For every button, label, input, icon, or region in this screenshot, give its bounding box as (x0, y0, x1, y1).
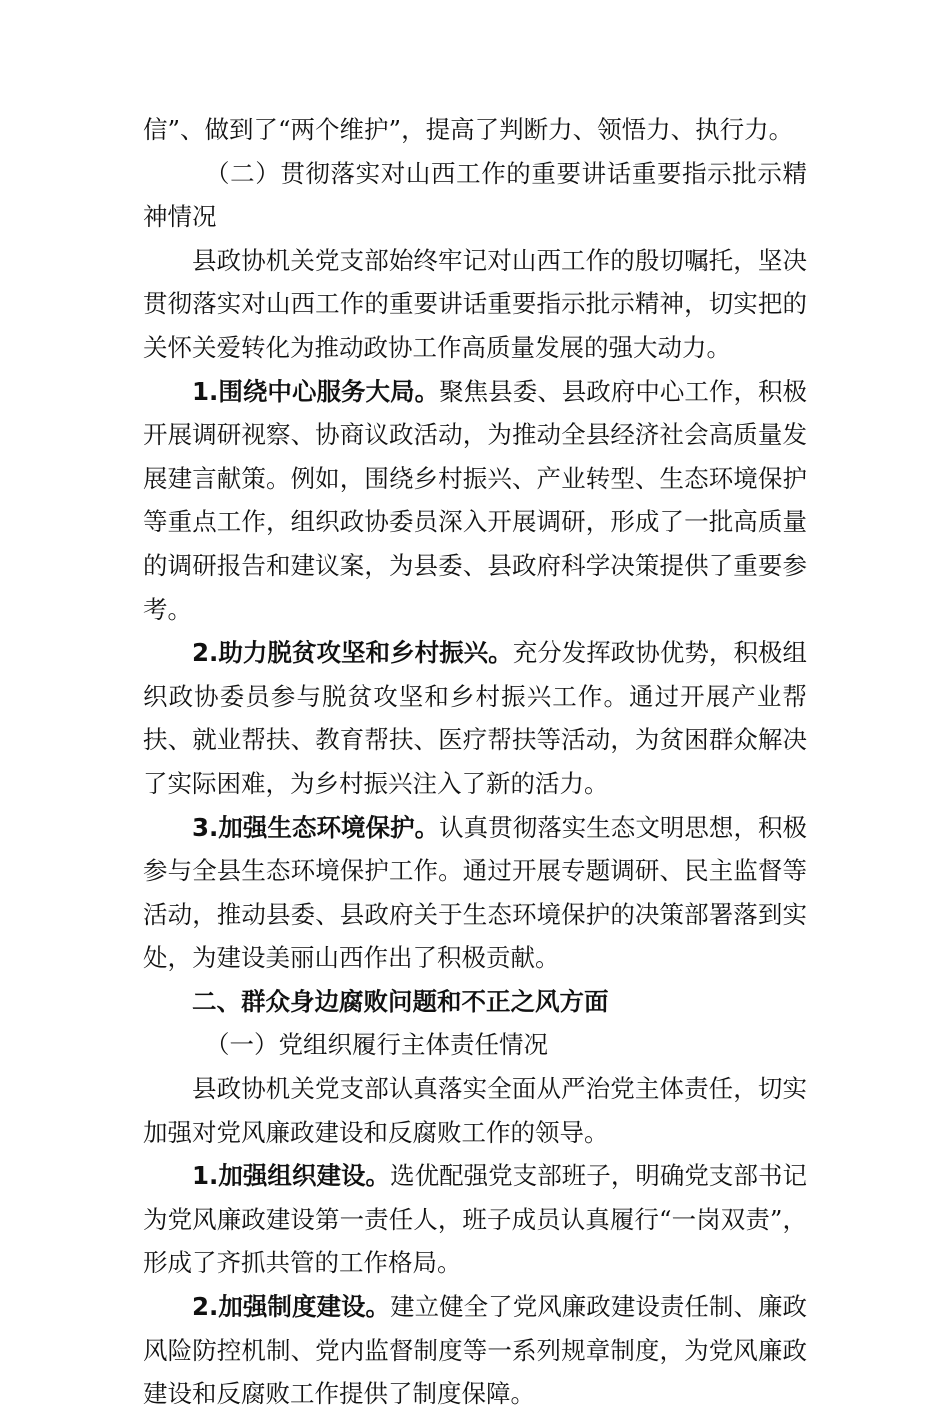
paragraph-intro: 县政协机关党支部始终牢记对山西工作的殷切嘱托，坚决贯彻落实对山西工作的重要讲话重要指示批示精神，切实把的关怀关爱转化为推动政协工作高质量发展的强大动力。 (143, 245, 807, 362)
list-item-4-title: 1.加强组织建设。 (192, 1161, 391, 1191)
list-item-2-text: 充分发挥政协优势，积极组织政协委员参与脱贫攻坚和乡村振兴工作。通过开展产业帮扶、就业帮扶、教育帮扶、医疗帮扶等活动，为贫困群众解决了实际困难，为乡村振兴注入了新的活力。 (143, 638, 807, 798)
section-heading-2: 二、群众身边腐败问题和不正之风方面 (192, 986, 609, 1016)
list-item-4 (143, 1154, 807, 1285)
list-item-5 (143, 1285, 807, 1416)
list-item-2 (143, 631, 807, 805)
list-item-3-title: 3.加强生态环境保护。 (192, 812, 440, 842)
paragraph-responsibility: 县政协机关党支部认真落实全面从严治党主体责任，切实加强对党风廉政建设和反腐败工作的领导。 (143, 1074, 807, 1147)
list-item-4-text: 选优配强党支部班子，明确党支部书记为党风廉政建设第一责任人，班子成员认真履行“一岗双责”，形成了齐抓共管的工作格局。 (143, 1161, 808, 1278)
subheading-2: （二）贯彻落实对山西工作的重要讲话重要指示批示精神情况 (143, 158, 807, 232)
list-item-1-title: 1.围绕中心服务大局。 (192, 376, 440, 406)
list-item-5-text: 建立健全了党风廉政建设责任制、廉政风险防控机制、党内监督制度等一系列规章制度，为党风廉政建设和反腐败工作提供了制度保障。 (143, 1292, 808, 1409)
list-item-1 (143, 370, 807, 632)
document-body (143, 108, 807, 1416)
list-item-5-title: 2.加强制度建设。 (192, 1292, 391, 1322)
subheading-1: （一）党组织履行主体责任情况 (205, 1030, 548, 1060)
list-item-3 (143, 806, 807, 980)
list-item-2-title: 2.助力脱贫攻坚和乡村振兴。 (192, 638, 513, 668)
paragraph-continuation: 信”、做到了“两个维护”，提高了判断力、领悟力、执行力。 (143, 115, 794, 144)
list-item-3-text: 认真贯彻落实生态文明思想，积极参与全县生态环境保护工作。通过开展专题调研、民主监督等活动，推动县委、县政府关于生态环境保护的决策部署落到实处，为建设美丽山西作出了积极贡献。 (143, 812, 807, 973)
list-item-1-text: 聚焦县委、县政府中心工作，积极开展调研视察、协商议政活动，为推动全县经济社会高质量发展建言献策。例如，围绕乡村振兴、产业转型、生态环境保护等重点工作，组织政协委员深入开展调研，形成了一批高质量的调研报告和建议案，为县委、县政府科学决策提供了重要参考。 (143, 376, 807, 624)
